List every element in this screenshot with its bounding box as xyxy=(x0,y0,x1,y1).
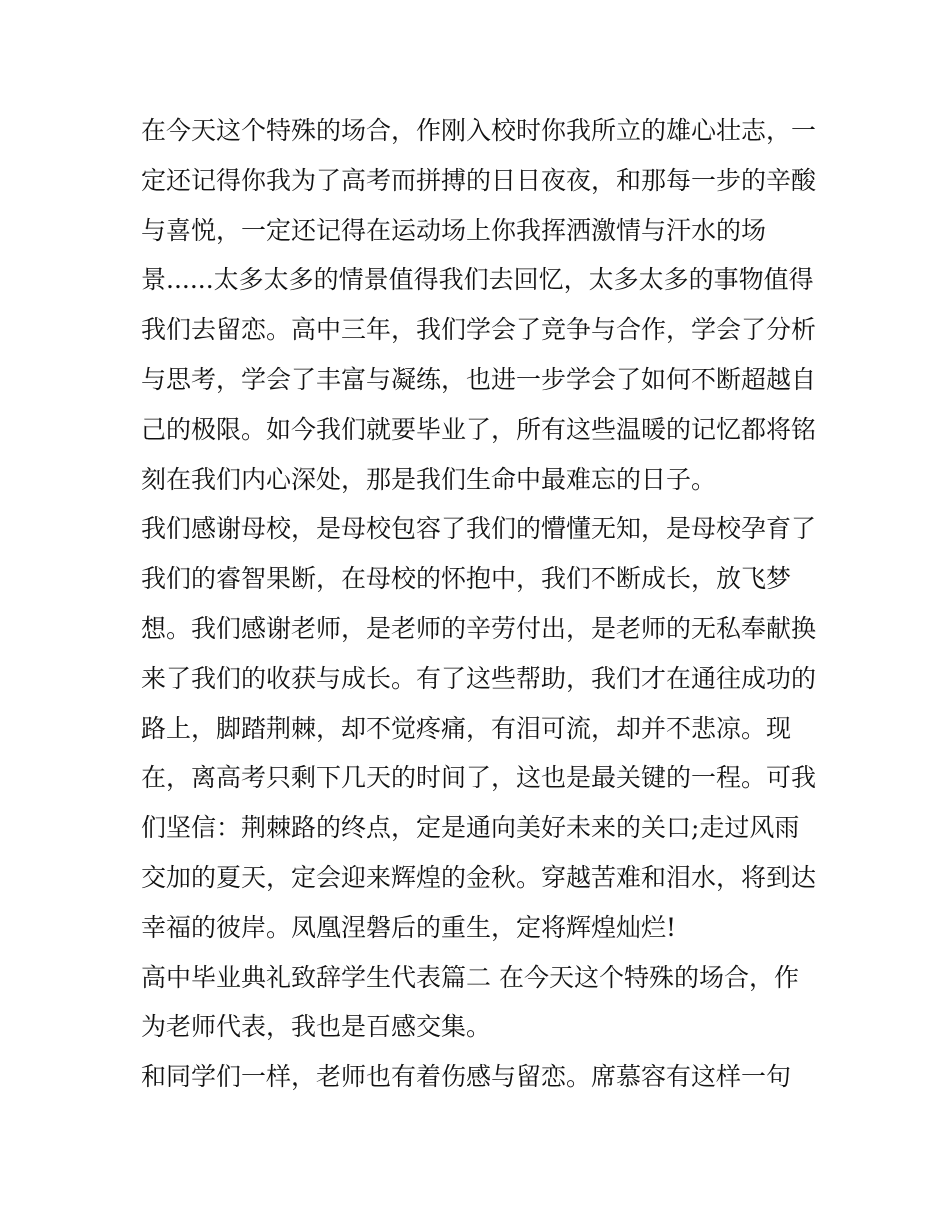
text-line: 在今天这个特殊的场合，作刚入校时你我所立的雄心壮志，一 xyxy=(141,116,817,145)
text-line: 我们的睿智果断，在母校的怀抱中，我们不断成长，放飞梦 xyxy=(141,564,792,594)
text-line: 想。我们感谢老师，是老师的辛劳付出，是老师的无私奉献换 xyxy=(141,613,817,643)
text-line: 路上，脚踏荆棘，却不觉疼痛，有泪可流，却并不悲凉。现 xyxy=(141,713,792,743)
text-line: 我们感谢母校，是母校包容了我们的懵懂无知，是母校孕育了 xyxy=(141,514,817,544)
text-line: 们坚信：荆棘路的终点，定是通向美好未来的关口;走过风雨 xyxy=(141,813,800,843)
document-body xyxy=(141,106,821,1102)
text-line: 与喜悦，一定还记得在运动场上你我挥洒激情与汗水的场 xyxy=(141,215,767,245)
text-line: 为老师代表，我也是百感交集。 xyxy=(141,1012,492,1042)
text-line: 来了我们的收获与成长。有了这些帮助，我们才在通往成功的 xyxy=(141,663,817,693)
text-line: 与思考，学会了丰富与凝练，也进一步学会了如何不断超越自 xyxy=(141,364,817,394)
text-line: 交加的夏天，定会迎来辉煌的金秋。穿越苦难和泪水，将到达 xyxy=(141,862,817,892)
text-line: 刻在我们内心深处，那是我们生命中最难忘的日子。 xyxy=(141,464,717,494)
text-line: 幸福的彼岸。凤凰涅磐后的重生，定将辉煌灿烂! xyxy=(141,912,677,942)
text-line: 己的极限。如今我们就要毕业了，所有这些温暖的记忆都将铭 xyxy=(141,414,817,444)
text-line: 在，离高考只剩下几天的时间了，这也是最关键的一程。可我 xyxy=(141,763,817,793)
text-line: 景......太多太多的情景值得我们去回忆，太多太多的事物值得 xyxy=(141,265,814,295)
text-line: 我们去留恋。高中三年，我们学会了竞争与合作，学会了分析 xyxy=(141,315,817,345)
text-line: 和同学们一样，老师也有着伤感与留恋。席慕容有这样一句 xyxy=(141,1062,792,1092)
section-heading-line: 高中毕业典礼致辞学生代表篇二 在今天这个特殊的场合，作 xyxy=(141,962,799,992)
text-line: 定还记得你我为了高考而拼搏的日日夜夜，和那每一步的辛酸 xyxy=(141,165,817,195)
